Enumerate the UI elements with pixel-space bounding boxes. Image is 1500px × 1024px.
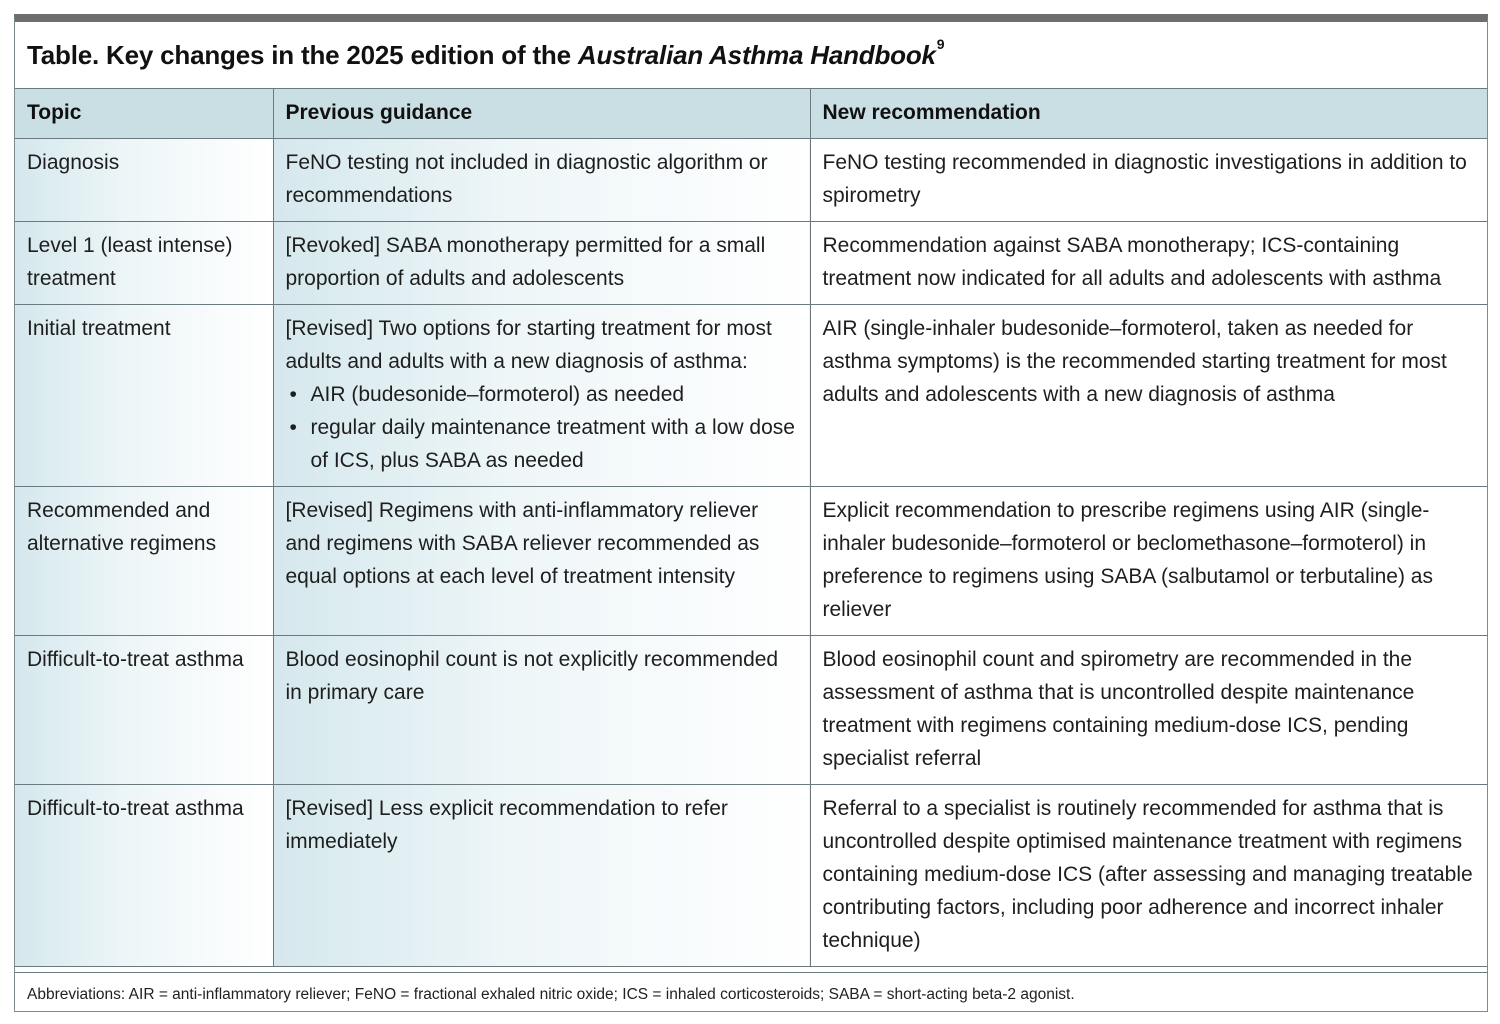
table-frame	[14, 14, 1488, 1012]
table-row	[15, 636, 1487, 785]
previous-guidance-cell: Blood eosinophil count is not explicitly recommended in primary care	[273, 636, 810, 785]
topic-cell: Level 1 (least intense) treatment	[15, 222, 273, 305]
title-reference-superscript: 9	[936, 36, 945, 52]
header-new-recommendation: New recommendation	[810, 89, 1487, 139]
title-italic: Australian Asthma Handbook	[577, 40, 936, 70]
table-title	[15, 22, 1487, 88]
table-row	[15, 785, 1487, 967]
table-row	[15, 222, 1487, 305]
table-row	[15, 305, 1487, 487]
topic-cell: Difficult-to-treat asthma	[15, 636, 273, 785]
header-topic: Topic	[15, 89, 273, 139]
new-recommendation-cell: Referral to a specialist is routinely recommended for asthma that is uncontrolled despite optimised maintenance treatment with regimens containing medium-dose ICS (after assessing and managing treatable contributing factors, including poor adherence and incorrect inhaler technique)	[810, 785, 1487, 967]
new-recommendation-cell: Recommendation against SABA monotherapy; ICS-containing treatment now indicated for all adults and adolescents with asthma	[810, 222, 1487, 305]
new-recommendation-cell: FeNO testing recommended in diagnostic investigations in addition to spirometry	[810, 139, 1487, 222]
abbreviations-footnote: Abbreviations: AIR = anti-inflammatory reliever; FeNO = fractional exhaled nitric oxide; ICS = inhaled corticosteroids; SABA = short-acting beta-2 agonist.	[15, 972, 1487, 1018]
topic-cell: Difficult-to-treat asthma	[15, 785, 273, 967]
previous-guidance-cell: FeNO testing not included in diagnostic algorithm or recommendations	[273, 139, 810, 222]
new-recommendation-cell: Blood eosinophil count and spirometry are recommended in the assessment of asthma that is uncontrolled despite maintenance treatment with regimens containing medium-dose ICS, pending specialist referral	[810, 636, 1487, 785]
list-item: • AIR (budesonide–formoterol) as needed	[286, 378, 798, 411]
previous-guidance-intro: [Revised] Two options for starting treatment for most adults and adults with a new diagnosis of asthma:	[285, 317, 772, 373]
previous-guidance-options-list	[286, 378, 798, 477]
topic-cell: Initial treatment	[15, 305, 273, 487]
new-recommendation-cell: Explicit recommendation to prescribe regimens using AIR (single-inhaler budesonide–formoterol or beclomethasone–formoterol) in preference to regimens using SABA (salbutamol or terbutaline) as reliever	[810, 487, 1487, 636]
title-prefix: Table. Key changes in the 2025 edition of the	[27, 40, 578, 70]
header-previous-guidance: Previous guidance	[273, 89, 810, 139]
previous-guidance-cell: [Revoked] SABA monotherapy permitted for a small proportion of adults and adolescents	[273, 222, 810, 305]
previous-guidance-cell: [Revised] Less explicit recommendation to refer immediately	[273, 785, 810, 967]
previous-guidance-cell	[273, 305, 810, 487]
previous-guidance-cell: [Revised] Regimens with anti-inflammatory reliever and regimens with SABA reliever recommended as equal options at each level of treatment intensity	[273, 487, 810, 636]
list-item: • regular daily maintenance treatment with a low dose of ICS, plus SABA as needed	[286, 411, 798, 477]
table-row	[15, 139, 1487, 222]
header-row	[15, 89, 1487, 139]
topic-cell: Diagnosis	[15, 139, 273, 222]
table-row	[15, 487, 1487, 636]
key-changes-table	[15, 88, 1487, 967]
topic-cell: Recommended and alternative regimens	[15, 487, 273, 636]
new-recommendation-cell: AIR (single-inhaler budesonide–formoterol, taken as needed for asthma symptoms) is the recommended starting treatment for most adults and adolescents with a new diagnosis of asthma	[810, 305, 1487, 487]
